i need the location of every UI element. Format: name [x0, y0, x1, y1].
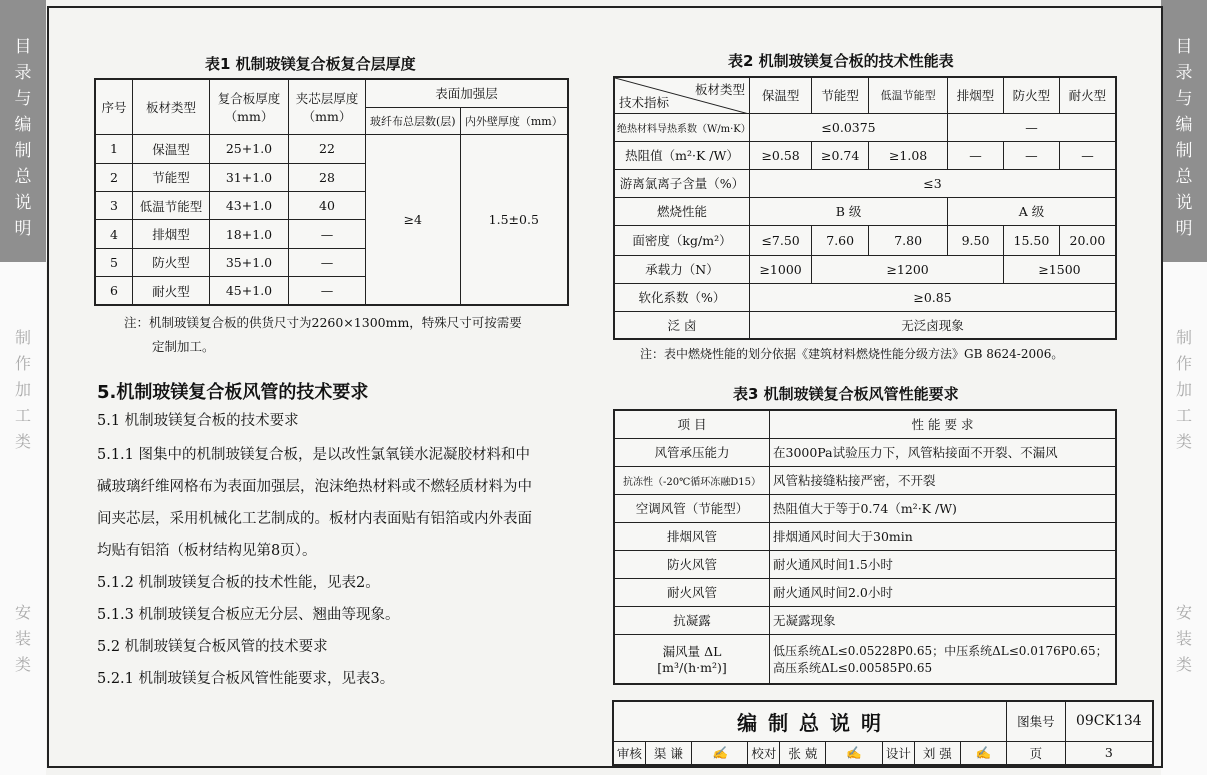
t3-req: 在3000Pa试验压力下，风管粘接面不开裂、不漏风: [770, 438, 1117, 466]
table2-caption: 表2 机制玻镁复合板的技术性能表: [728, 52, 954, 70]
t1-type: 耐火型: [133, 277, 210, 305]
t1-h-thick: 复合板厚度（mm）: [210, 79, 289, 135]
tab-char: 装: [14, 629, 31, 648]
t2-r6-a: ≥1000: [750, 255, 812, 283]
table3: [613, 409, 1117, 685]
t1-core: 22: [289, 135, 366, 163]
t2-type: 耐火型: [1059, 77, 1116, 113]
table1-note-line2: 定制加工。: [152, 339, 215, 354]
tab-catalog-current[interactable]: [0, 0, 46, 262]
tab-char: 编: [14, 115, 32, 135]
t3-leak-req-line2: 高压系统ΔL≤0.00585P0.65: [773, 660, 933, 675]
t1-h-surface: 表面加强层: [366, 79, 569, 107]
t2-cell: 20.00: [1059, 225, 1116, 255]
t2-r1-label: 绝热材料导热系数（W/m·K）: [614, 113, 750, 141]
left-sidebar: [0, 0, 46, 775]
t1-no: 2: [95, 163, 133, 191]
tab-char: 安: [14, 603, 31, 622]
t2-cell: ≤7.50: [750, 225, 812, 255]
design-label: 设计: [882, 741, 914, 765]
t2-cell: ≥1.08: [869, 141, 948, 169]
t2-cell: 9.50: [948, 225, 1004, 255]
tab-char: 制: [1175, 141, 1193, 161]
t3-req: 热阻值大于等于0.74（m²·K /W): [770, 494, 1117, 522]
t3-h-req: 性 能 要 求: [770, 410, 1117, 438]
set-label: 图集号: [1007, 701, 1066, 741]
t3-leak-item: [614, 634, 770, 684]
tab-char: 安: [1175, 603, 1192, 622]
t2-cell: ≥0.74: [812, 141, 869, 169]
t2-diag-bottom: 技术指标: [619, 94, 670, 110]
tab-char: 制: [14, 141, 32, 161]
table2-note: 注：表中燃烧性能的划分依据《建筑材料燃烧性能分级方法》GB 8624-2006。: [640, 347, 1064, 361]
review-signature: ✍: [692, 741, 748, 765]
tab-char: 录: [14, 63, 32, 83]
t1-core: 28: [289, 163, 366, 191]
t2-cell: ≥0.58: [750, 141, 812, 169]
tab-char: 作: [14, 354, 31, 373]
t3-req: 耐火通风时间1.5小时: [770, 550, 1117, 578]
paragraph: 5.2 机制玻镁复合板风管的技术要求: [97, 639, 328, 655]
t3-item: 空调风管（节能型）: [614, 494, 770, 522]
tab-char: 类: [14, 432, 31, 451]
tab-char: 作: [1175, 354, 1192, 373]
t2-r7-label: 软化系数（%）: [614, 283, 750, 311]
t1-core: 40: [289, 191, 366, 219]
tab-fabrication-right[interactable]: [1161, 325, 1207, 455]
t1-h-type: 板材类型: [133, 79, 210, 135]
t2-r5-label: 面密度（kg/m²）: [614, 225, 750, 255]
tab-char: 编: [1175, 115, 1193, 135]
t1-no: 6: [95, 277, 133, 305]
t1-thick: 35+1.0: [210, 248, 289, 276]
tab-char: 类: [14, 655, 31, 674]
tab-char: 加: [14, 380, 31, 399]
t2-cell: 15.50: [1003, 225, 1059, 255]
t1-wall-val: 1.5±0.5: [460, 135, 568, 305]
paragraph: 5.1.3 机制玻镁复合板应无分层、翘曲等现象。: [97, 607, 400, 623]
t2-r6-c: ≥1500: [1003, 255, 1116, 283]
t3-item: 耐火风管: [614, 578, 770, 606]
tab-char: 装: [1175, 629, 1192, 648]
t1-type: 排烟型: [133, 220, 210, 248]
t2-r7-val: ≥0.85: [750, 283, 1117, 311]
t1-core: —: [289, 277, 366, 305]
table1: [94, 78, 569, 306]
t2-type: 节能型: [812, 77, 869, 113]
tab-char: 制: [1175, 328, 1192, 347]
t2-type: 防火型: [1003, 77, 1059, 113]
tab-char: 说: [1175, 193, 1193, 213]
t2-diag-header: [614, 77, 750, 113]
tab-char: 类: [1175, 655, 1192, 674]
tab-char: 加: [1175, 380, 1192, 399]
t2-r6-b: ≥1200: [812, 255, 1004, 283]
page-label: 页: [1007, 741, 1066, 765]
page-number: 3: [1065, 741, 1153, 765]
t2-r1-b: —: [948, 113, 1116, 141]
t2-type: 低温节能型: [869, 77, 948, 113]
design-name: 刘 强: [914, 741, 960, 765]
t1-type: 保温型: [133, 135, 210, 163]
t1-type: 低温节能型: [133, 191, 210, 219]
t3-leak-item-line1: 漏风量 ΔL: [662, 644, 722, 660]
tab-char: 说: [14, 193, 32, 213]
t3-req: 排烟通风时间大于30min: [770, 522, 1117, 550]
t2-type: 排烟型: [948, 77, 1004, 113]
t3-leak-item-line2: [m³/(h·m²)]: [657, 660, 727, 676]
t2-type: 保温型: [750, 77, 812, 113]
t1-glass-val: ≥4: [366, 135, 461, 305]
t3-item: 排烟风管: [614, 522, 770, 550]
t1-thick: 43+1.0: [210, 191, 289, 219]
review-label: 审核: [613, 741, 645, 765]
table1-caption: 表1 机制玻镁复合板复合层厚度: [205, 55, 416, 73]
paragraph: 5.1.1 图集中的机制玻镁复合板，是以改性氯氧镁水泥凝胶材料和中: [97, 447, 531, 463]
title-block-title: 编 制 总 说 明: [613, 701, 1007, 741]
t2-r2-label: 热阻值（m²·K /W）: [614, 141, 750, 169]
t1-type: 防火型: [133, 248, 210, 276]
t3-item: 防火风管: [614, 550, 770, 578]
table3-caption: 表3 机制玻镁复合板风管性能要求: [733, 385, 959, 403]
t3-item: 抗凝露: [614, 606, 770, 634]
section-title: 5.机制玻镁复合板风管的技术要求: [97, 382, 369, 403]
paragraph: 间夹芯层，采用机械化工艺制成的。板材内表面贴有铝箔或内外表面: [97, 511, 532, 527]
tab-char: 目: [1175, 37, 1193, 57]
t2-r4-a: B 级: [750, 197, 948, 225]
t1-thick: 18+1.0: [210, 220, 289, 248]
t2-r4-b: A 级: [948, 197, 1116, 225]
design-signature: ✍: [960, 741, 1006, 765]
t2-cell: —: [1003, 141, 1059, 169]
tab-fabrication[interactable]: [0, 325, 46, 455]
t1-h-glass: 玻纤布总层数(层): [366, 107, 461, 134]
paragraph: 碱玻璃纤维网格布为表面加强层，泡沫绝热材料或不燃轻质材料为中: [97, 479, 532, 495]
t2-r1-a: ≤0.0375: [750, 113, 948, 141]
tab-char: 明: [14, 219, 32, 239]
tab-char: 工: [14, 406, 31, 425]
check-name: 张 兢: [780, 741, 826, 765]
paragraph: 5.1 机制玻镁复合板的技术要求: [97, 413, 299, 429]
t3-item: 风管承压能力: [614, 438, 770, 466]
t1-core: —: [289, 220, 366, 248]
t2-r3-val: ≤3: [750, 169, 1117, 197]
t1-thick: 25+1.0: [210, 135, 289, 163]
table1-note-line1: 注：机制玻镁复合板的供货尺寸为2260×1300mm，特殊尺寸可按需要: [124, 315, 522, 330]
title-block: [612, 700, 1154, 766]
t1-h-no: 序号: [95, 79, 133, 135]
t2-r4-label: 燃烧性能: [614, 197, 750, 225]
tab-char: 录: [1175, 63, 1193, 83]
t1-no: 3: [95, 191, 133, 219]
tab-char: 总: [14, 167, 32, 187]
t1-type: 节能型: [133, 163, 210, 191]
check-signature: ✍: [826, 741, 882, 765]
t1-no: 1: [95, 135, 133, 163]
tab-installation-right[interactable]: [1161, 600, 1207, 678]
t2-cell: —: [1059, 141, 1116, 169]
t1-thick: 31+1.0: [210, 163, 289, 191]
review-name: 渠 谦: [645, 741, 691, 765]
t2-cell: —: [948, 141, 1004, 169]
tab-installation[interactable]: [0, 600, 46, 678]
t3-item: 抗冻性（-20℃循环冻融D15）: [614, 466, 770, 494]
t2-r3-label: 游离氯离子含量（%）: [614, 169, 750, 197]
t3-req: 无凝露现象: [770, 606, 1117, 634]
t2-r8-label: 泛 卤: [614, 311, 750, 339]
t2-r8-val: 无泛卤现象: [750, 311, 1117, 339]
tab-char: 与: [14, 89, 32, 109]
tab-char: 明: [1175, 219, 1193, 239]
tab-char: 工: [1175, 406, 1192, 425]
right-sidebar: [1161, 0, 1207, 775]
t1-h-core: 夹芯层厚度（mm）: [289, 79, 366, 135]
t1-thick: 45+1.0: [210, 277, 289, 305]
paragraph: 均贴有铝箔（板材结构见第8页）。: [97, 543, 317, 559]
t3-leak-req-line1: 低压系统ΔL≤0.05228P0.65；中压系统ΔL≤0.0176P0.65；: [773, 643, 1108, 658]
t3-h-item: 项 目: [614, 410, 770, 438]
paragraph: 5.2.1 机制玻镁复合板风管性能要求，见表3。: [97, 671, 395, 687]
tab-char: 与: [1175, 89, 1193, 109]
t1-no: 4: [95, 220, 133, 248]
t2-cell: 7.60: [812, 225, 869, 255]
t2-r6-label: 承载力（N）: [614, 255, 750, 283]
t3-req: 风管粘接缝粘接严密，不开裂: [770, 466, 1117, 494]
table2: [613, 76, 1117, 340]
tab-char: 目: [14, 37, 32, 57]
check-label: 校对: [748, 741, 780, 765]
paragraph: 5.1.2 机制玻镁复合板的技术性能，见表2。: [97, 575, 380, 591]
tab-char: 总: [1175, 167, 1193, 187]
tab-char: 制: [14, 328, 31, 347]
t2-diag-top: 板材类型: [694, 82, 745, 97]
tab-char: 类: [1175, 432, 1192, 451]
tab-catalog-current-right[interactable]: [1161, 0, 1207, 262]
t3-leak-req: [770, 634, 1117, 684]
t2-cell: 7.80: [869, 225, 948, 255]
t1-core: —: [289, 248, 366, 276]
t3-req: 耐火通风时间2.0小时: [770, 578, 1117, 606]
set-number: 09CK134: [1065, 701, 1153, 741]
t1-no: 5: [95, 248, 133, 276]
t1-h-wall: 内外壁厚度（mm）: [460, 107, 568, 134]
